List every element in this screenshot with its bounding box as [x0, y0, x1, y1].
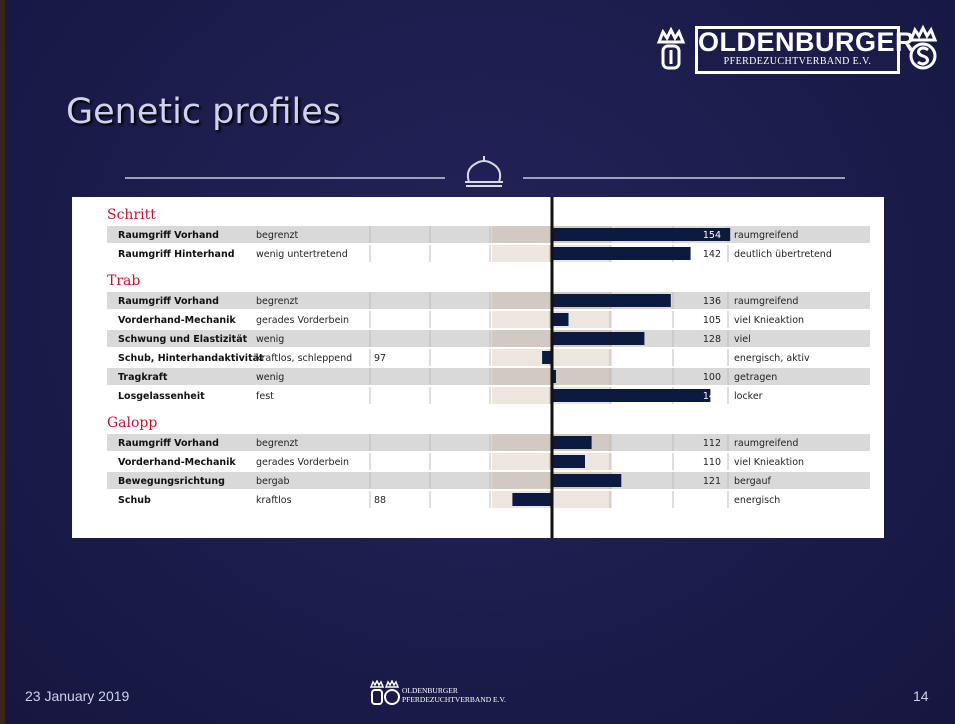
value-label: 154 [702, 230, 721, 241]
trait-label: Raumgriff Vorhand [118, 438, 219, 449]
high-label: raumgreifend [734, 230, 799, 241]
data-bar [552, 294, 671, 307]
low-label: gerades Vorderbein [256, 315, 350, 326]
high-label: bergauf [734, 476, 771, 487]
footer-logo-line2: PFERDEZUCHTVERBAND E.V. [402, 695, 506, 704]
brand-box [695, 26, 916, 74]
low-label: fest [256, 391, 274, 402]
value-label: 110 [702, 457, 721, 468]
low-label: begrenzt [256, 296, 299, 307]
high-label: deutlich übertretend [734, 249, 832, 260]
trait-label: Raumgriff Hinterhand [118, 249, 235, 260]
high-label: viel Knieaktion [734, 315, 805, 326]
footer-crown-icons [368, 680, 400, 708]
data-bar [552, 313, 569, 326]
trait-label: Tragkraft [118, 372, 168, 383]
high-label: locker [734, 391, 763, 402]
low-label: begrenzt [256, 438, 299, 449]
data-bar [552, 436, 592, 449]
low-label: bergab [256, 476, 290, 487]
value-label: 136 [702, 296, 721, 307]
section-title: Schritt [107, 207, 156, 223]
crown-divider [125, 152, 845, 192]
high-label: viel Knieaktion [734, 457, 805, 468]
trait-label: Schwung und Elastizität [118, 334, 248, 345]
profile-chart [72, 197, 884, 538]
trait-label: Vorderhand-Mechanik [118, 315, 236, 326]
value-label: 121 [702, 476, 721, 487]
trait-label: Schub [118, 495, 151, 506]
genetic-profile-table [72, 197, 884, 538]
low-label: wenig untertretend [256, 249, 348, 260]
trait-label: Raumgriff Vorhand [118, 230, 219, 241]
page-number: 14 [913, 688, 929, 704]
section-title: Trab [107, 273, 141, 289]
trait-label: Schub, Hinterhandaktivität [118, 353, 264, 364]
brand-logo [647, 24, 947, 76]
section-title: Galopp [107, 415, 158, 431]
data-bar [552, 332, 644, 345]
data-bar [552, 474, 621, 487]
slide-title: Genetic profiles [66, 92, 341, 132]
footer-logo-text [402, 686, 506, 704]
crown-icon [651, 24, 691, 76]
trait-label: Losgelassenheit [118, 391, 205, 402]
high-label: energisch, aktiv [734, 353, 810, 364]
value-label: 100 [702, 372, 721, 383]
trait-label: Raumgriff Vorhand [118, 296, 219, 307]
high-label: raumgreifend [734, 296, 799, 307]
value-label: 105 [702, 315, 721, 326]
value-label: 142 [702, 249, 721, 260]
value-label: 112 [702, 438, 721, 449]
low-label: gerades Vorderbein [256, 457, 350, 468]
high-label: viel [734, 334, 751, 345]
high-label: raumgreifend [734, 438, 799, 449]
crown-s-icon [903, 24, 943, 76]
data-bar [552, 455, 585, 468]
trait-label: Bewegungsrichtung [118, 476, 225, 487]
low-label: kraftlos [256, 495, 292, 506]
trait-label: Vorderhand-Mechanik [118, 457, 236, 468]
data-bar [552, 247, 691, 260]
low-label: wenig [256, 334, 285, 345]
crown-icon [465, 156, 503, 186]
data-bar [552, 389, 710, 402]
low-label: begrenzt [256, 230, 299, 241]
value-label: 97 [374, 353, 387, 364]
low-label: kraftlos, schleppend [256, 353, 353, 364]
high-label: getragen [734, 372, 778, 383]
high-label: energisch [734, 495, 781, 506]
data-bar [512, 493, 552, 506]
brand-sub: PFERDEZUCHTVERBAND E.V. [723, 56, 872, 67]
footer-date: 23 January 2019 [25, 688, 130, 704]
value-label: 128 [702, 334, 721, 345]
value-label: 88 [374, 495, 387, 506]
value-label: 148 [702, 391, 721, 402]
footer-logo-line1: OLDENBURGER [402, 686, 458, 695]
low-label: wenig [256, 372, 285, 383]
brand-name: OLDENBURGER [698, 27, 916, 57]
